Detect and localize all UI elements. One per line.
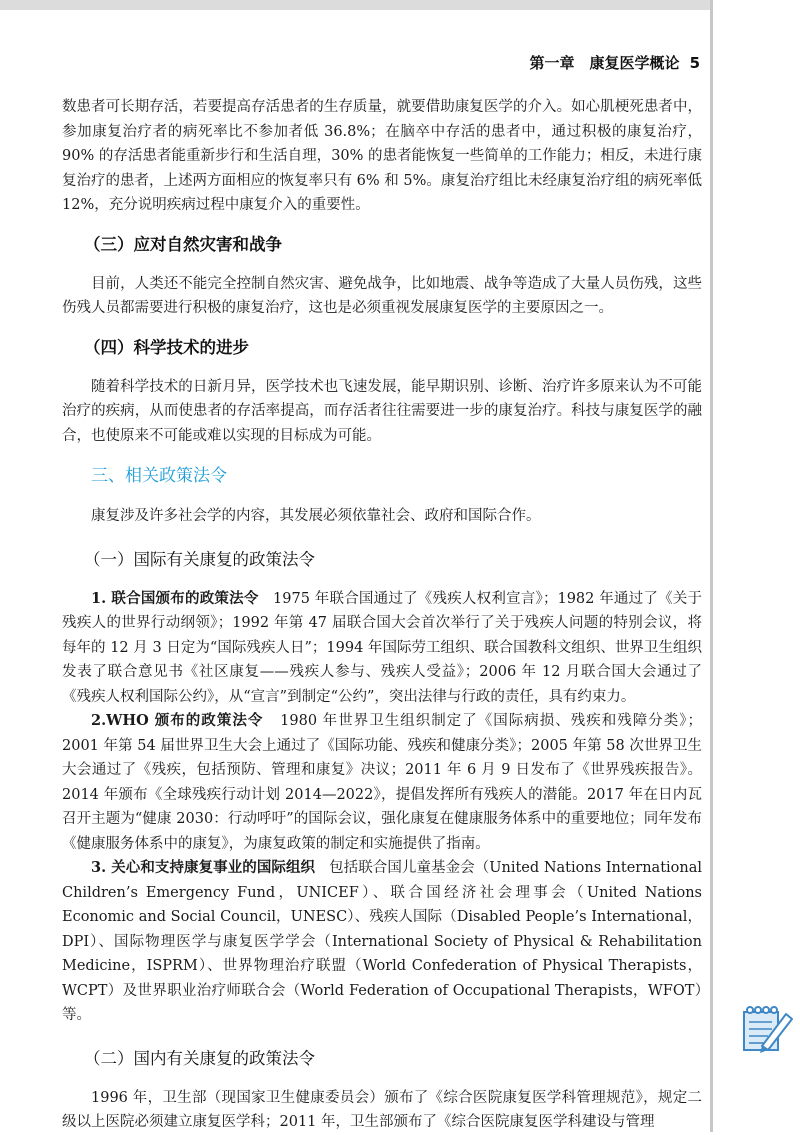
item-lead: 1. 联合国颁布的政策法令 (91, 589, 259, 607)
subsection-heading: （二）国内有关康复的政策法令 (84, 1048, 315, 1068)
paragraph: 数患者可长期存活，若要提高存活患者的生存质量，就要借助康复医学的介入。如心肌梗死患者中，参加康复治疗者的病死率比不参加者低 36.8%；在脑卒中存活的患者中，通过积极的康复治疗，90% 的存活患者能重新步行和生活自理，30% 的患者能恢复一些简单的工作能力；相反，未进行康复治疗的患者，上述两方面相应的恢复率只有 6% 和 5%。康复治疗组比未经康复治疗组的病死率低 12%，充分说明疾病过程中康复介入的重要性。 (62, 99, 702, 213)
top-rule (0, 0, 712, 10)
subsection-heading: （四）科学技术的进步 (84, 337, 249, 357)
item-lead: 3. 关心和支持康复事业的国际组织 (91, 859, 316, 876)
paragraph: 随着科学技术的日新月异，医学技术也飞速发展，能早期识别、诊断、治疗许多原来认为不可能治疗的疾病，从而使患者的存活率提高，而存活者往往需要进一步的康复治疗。科技与康复医学的融合，也使原来不可能或难以实现的目标成为可能。 (62, 378, 702, 444)
paragraph: 目前，人类还不能完全控制自然灾害、避免战争，比如地震、战争等造成了大量人员伤残，这些伤残人员都需要进行积极的康复治疗，这也是必须重视发展康复医学的主要原因之一。 (62, 275, 702, 316)
margin-rule (710, 0, 713, 1132)
note-pencil-icon (738, 1000, 794, 1056)
item-text: 1975 年联合国通过了《残疾人权利宣言》；1982 年通过了《关于残疾人的世界行动纲领》；1992 年第 47 届联合国大会首次举行了关于残疾人问题的特别会议，将每年的 12 月 3 日定为“国际残疾人日”；1994 年国际劳工组织、联合国教科文组织、世界卫生组织发表了联合意见书《社区康复——残疾人参与、残疾人受益》；2006 年 12 月联合国大会通过了《残疾人权利国际公约》，从“宣言”到制定“公约”，突出法律与行政的责任，具有约束力。 (62, 590, 702, 705)
section-heading: 三、相关政策法令 (91, 466, 227, 486)
subsection-heading: （一）国际有关康复的政策法令 (84, 549, 315, 569)
item-text: 1980 年世界卫生组织制定了《国际病损、残疾和残障分类》；2001 年第 54 届世界卫生大会上通过了《国际功能、残疾和健康分类》；2005 年第 58 次世界卫生大会通过了《残疾，包括预防、管理和康复》决议；2011 年 6 月 9 日发布了《世界残疾报告》。2014 年颁布《全球残疾行动计划 2014—2022》，提倡发挥所有残疾人的潜能。2017 年在日内瓦召开主题为“健康 2030：行动呼吁”的国际会议，强化康复在健康服务体系中的重要地位；同年发布《健康服务体系中的康复》，为康复政策的制定和实施提供了指南。 (62, 713, 702, 852)
chapter-title: 第一章 康复医学概论 (529, 54, 680, 72)
page-body (62, 95, 702, 1135)
item-lead: 2.WHO 颁布的政策法令 (91, 712, 264, 729)
list-item (62, 709, 702, 856)
subsection-heading: （三）应对自然灾害和战争 (84, 234, 282, 254)
paragraph: 康复涉及许多社会学的内容，其发展必须依靠社会、政府和国际合作。 (91, 508, 541, 524)
running-header (520, 52, 700, 73)
paragraph: 1996 年，卫生部（现国家卫生健康委员会）颁布了《综合医院康复医学科管理规范》，规定二级以上医院必须建立康复医学科；2011 年，卫生部颁布了《综合医院康复医学科建设与管理 (62, 1089, 702, 1130)
list-item (62, 587, 702, 710)
page-number: 5 (689, 54, 700, 72)
list-item (62, 856, 702, 1028)
item-text: 包括联合国儿童基金会（United Nations International Children’s Emergency Fund，UNICEF）、联合国经济社会理事会（United Nations Economic and Social Council，UNESC）、残疾人国际（Disabled People’s International，DPI）、国际物理医学与康复医学学会（International Society of Physical & Rehabilitation Medicine，ISPRM）、世界物理治疗联盟（World Confederation of Physical Therapists，WCPT）及世界职业治疗师联合会（World Federation of Occupational Therapists，WFOT）等。 (62, 860, 703, 1023)
